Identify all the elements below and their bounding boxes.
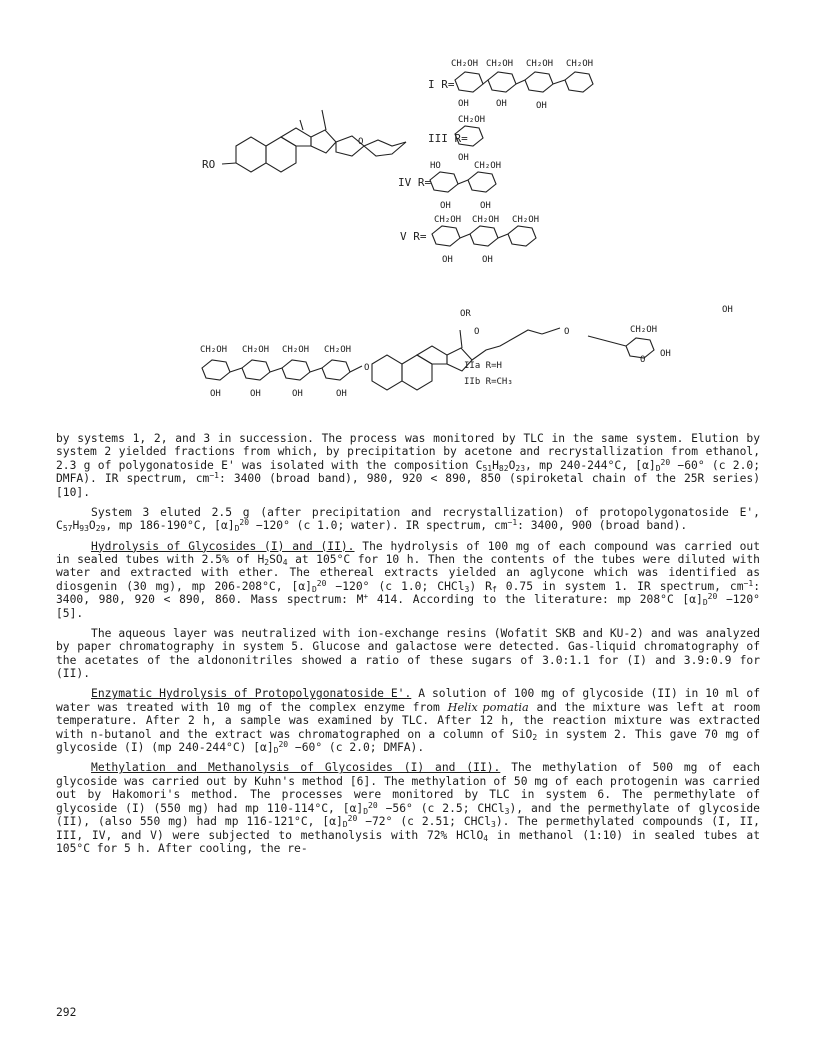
page-number: 292 xyxy=(56,1006,77,1019)
heading-hydrolysis: Hydrolysis of Glycosides (I) and (II). xyxy=(91,539,355,553)
paragraph-5: Enzymatic Hydrolysis of Protopolygonatoside E'. A solution of 100 mg of glycoside (II) in 10 ml of water was treated with 10 mg of the complex enzyme from Helix pomatia and the mixture was left at room temperature. After 2 h, a sample was examined by TLC. After 12 h, the reaction mixture was extracted with n-butanol and the extract was chromatographed on a column of SiO$_2$ in system 2. This gave 70 mg of glycoside (I) (mp 240-244°C) $[\alpha]_D^{20} -60^\circ$ (c 2.0; DMFA). xyxy=(56,687,761,756)
oh-2: OH xyxy=(496,99,507,109)
oh-iv-1: OH xyxy=(440,201,451,211)
paragraph-6: Methylation and Methanolysis of Glycosides (I) and (II). The methylation of 500 mg of each glycoside was carried out by Kuhn's method [6]. The methylation of 50 mg of each protogenin was carried out by Hakomori's method. The processes were monitored by TLC in system 6. The permethylate of glycoside (I) (550 mg) had mp 110-114°C, $[\alpha]_D^{20} -56^\circ$ (c 2.5; CHCl$_3$), and the permethylate of glycoside (II), (also 550 mg) had mp 116-121°C, $[\alpha]_D^{20} -72^\circ$ (c 2.51; CHCl$_3$). The permethylated compounds (I, II, III, IV, and V) were subjected to methanolysis with 72% HClO$_4$ in methanol (1:10) in sealed tubes at 105°C for 5 h. After cooling, the re- xyxy=(56,761,761,856)
o-ii-side: O xyxy=(474,327,480,337)
article-body xyxy=(56,432,760,862)
ro-label: RO xyxy=(202,158,216,171)
ch2oh-3: CH₂OH xyxy=(526,59,554,69)
ch2oh-2: CH₂OH xyxy=(486,59,514,69)
iib-label: IIb R=CH₃ xyxy=(464,377,513,387)
oh-ii-4: OH xyxy=(336,389,347,399)
heading-enzymatic: Enzymatic Hydrolysis of Protopolygonatoside E'. xyxy=(91,687,412,701)
o-link: O xyxy=(564,327,570,337)
o-end: O xyxy=(640,355,646,365)
steroid-skeleton-lower xyxy=(372,328,654,390)
ch2oh-4: CH₂OH xyxy=(566,59,594,69)
ho-iv: HO xyxy=(430,161,441,171)
ch2oh-v-3: CH₂OH xyxy=(512,215,540,225)
oh-1: OH xyxy=(458,99,469,109)
ch2oh-end: CH₂OH xyxy=(630,325,658,335)
r4-label: IV R= xyxy=(398,176,432,189)
oh-ii-2: OH xyxy=(250,389,261,399)
oh-ii-3: OH xyxy=(292,389,303,399)
oh-3: OH xyxy=(536,101,547,111)
heading-methylation: Methylation and Methanolysis of Glycosides (I) and (II). xyxy=(91,761,501,775)
paragraph-3: Hydrolysis of Glycosides (I) and (II). The hydrolysis of 100 mg of each compound was carried out in sealed tubes with 2.5% of $H_2SO_4$ at 105°C for 10 h. Then the contents of the tubes were diluted with water and extracted with ether. The ethereal extracts yielded an aglycone which was identified as diosgenin (30 mg), mp 206-208°C, $[\alpha]_D^{20} -120^\circ$ (c 1.0; CHCl$_3$) $R_f$ 0.75 in system 1. IR spectrum, $cm^{-1}$: 3400, 980, 920 < 890, 860. Mass spectrum: M+ 414. According to the literature: mp 208°C $[\alpha]_D^{20} -120^\circ$ [5]. xyxy=(56,539,760,620)
sugar-chain-i xyxy=(455,72,593,92)
r5-label: V R= xyxy=(400,230,427,243)
ch2oh-ii-3: CH₂OH xyxy=(282,345,310,355)
ch2oh-ii-4: CH₂OH xyxy=(324,345,352,355)
ch2oh-1: CH₂OH xyxy=(451,59,479,69)
r1-label: I R= xyxy=(428,78,455,91)
oh-iv-2: OH xyxy=(480,201,491,211)
sugar-chain-iv xyxy=(430,172,496,192)
sugar-chain-v xyxy=(432,226,536,246)
oh-v-1: OH xyxy=(442,255,453,265)
oh-ii-1: OH xyxy=(210,389,221,399)
paragraph-1: by systems 1, 2, and 3 in succession. The process was monitored by TLC in the same system. Elution by system 2 yielded fractions from which, by precipitation by acetone and recrystallization from ethanol, 2.3 g of polygonatoside E' was isolated with the composition $C_{51}H_{82}O_{23}$, mp 240-244°C, $[\alpha]_D^{20} -60^\circ$ (c 2.0; DMFA). IR spectrum, $cm^{-1}$: 3400 (broad band), 980, 920 < 890, 850 (spiroketal chain of the 25R series) [10]. xyxy=(56,432,761,499)
oh-iii: OH xyxy=(458,153,469,163)
paragraph-4: The aqueous layer was neutralized with ion-exchange resins (Wofatit SKB and KU-2) and was analyzed by paper chromatography in system 5. Glucose and galactose were detected. Gas-liquid chromatography of the acetates of the aldononitriles showed a ratio of these sugars of 3.0:1.1 for (I) and 3.9:0.9 for (II). xyxy=(56,626,760,681)
o-ii: O xyxy=(364,363,370,373)
oh-v-2: OH xyxy=(482,255,493,265)
or-label: OR xyxy=(460,309,471,319)
structure-figure xyxy=(140,50,760,420)
ch2oh-ii-1: CH₂OH xyxy=(200,345,228,355)
sugar-chain-ii xyxy=(202,360,362,380)
r3-label: III R= xyxy=(428,132,468,145)
ch2oh-v-2: CH₂OH xyxy=(472,215,500,225)
oh-end: OH xyxy=(660,349,671,359)
ch2oh-v-1: CH₂OH xyxy=(434,215,462,225)
ring-oxygen-label: O xyxy=(358,137,364,147)
ch2oh-ii-2: CH₂OH xyxy=(242,345,270,355)
iia-label: IIa R=H xyxy=(464,361,502,371)
ch2oh-iii: CH₂OH xyxy=(458,115,486,125)
steroid-skeleton-upper xyxy=(222,110,406,172)
ch2oh-iv: CH₂OH xyxy=(474,161,502,171)
paragraph-2: System 3 eluted 2.5 g (after precipitation and recrystallization) of protopolygonatoside E', $C_{57}H_{93}O_{29}$, mp 186-190°C, $[\alpha]_D^{20} -120^\circ$ (c 1.0; water). IR spectrum, $cm^{-1}$: 3400, 900 (broad band). xyxy=(56,505,760,534)
oh-end-top: OH xyxy=(722,305,733,315)
